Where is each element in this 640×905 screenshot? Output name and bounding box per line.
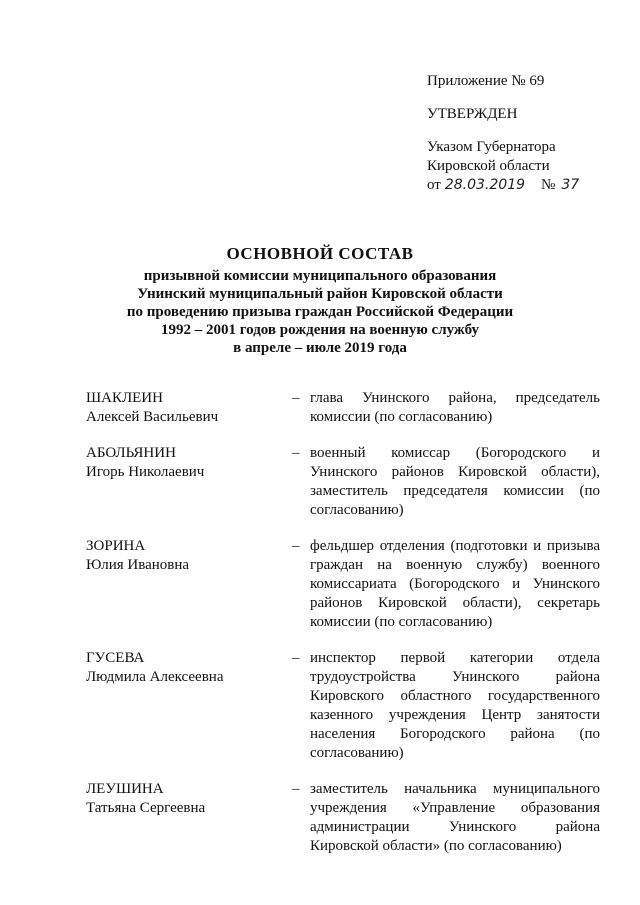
appendix-number: Приложение № 69 [427,73,545,89]
title-line: в апреле – июле 2019 года [233,340,407,356]
member-surname: ЛЕУШИНА [86,781,164,797]
member-entry [86,444,600,520]
member-role: глава Унинского района, председатель комиссии (по согласованию) [310,390,600,425]
member-entry [86,537,600,632]
decree-date-line [427,176,627,195]
member-role: инспектор первой категории отдела трудоустройства Унинского района Кировского областного государственного казенного учреждения Центр занятости населения Богородского района (по согласованию) [310,650,600,761]
member-entry [86,389,600,427]
member-dash: – [292,650,300,666]
title-line: Унинский муниципальный район Кировской области [137,286,503,302]
member-name [86,537,292,632]
member-name [86,389,292,427]
member-entry [86,649,600,763]
title-main: ОСНОВНОЙ СОСТАВ [226,244,414,263]
date-prefix: от [427,177,441,193]
member-role: фельдшер отделения (подготовки и призыва граждан на военную службу) военного комиссариата (Богородского и Унинского районов Кировской области), секретарь комиссии (по согласованию) [310,538,600,630]
member-given-name: Юлия Ивановна [86,557,190,573]
member-surname: ГУСЕВА [86,650,145,666]
approval-block [427,72,627,195]
handwritten-number: 37 [561,177,580,193]
member-role: заместитель начальника муниципального учреждения «Управление образования администрации Унинского района Кировской области» (по согласованию) [310,781,600,854]
member-dash: – [292,445,300,461]
member-entry [86,780,600,856]
member-name [86,444,292,520]
decree-line-2: Кировской области [427,158,550,174]
number-prefix: № [541,177,556,193]
member-given-name: Игорь Николаевич [86,464,205,480]
title-line: по проведению призыва граждан Российской Федерации [126,304,514,320]
handwritten-date: 28.03.2019 [444,177,526,193]
member-name [86,780,292,856]
member-name [86,649,292,763]
member-dash: – [292,781,300,797]
member-dash: – [292,390,300,406]
commission-members [86,389,600,873]
document-title [90,244,550,357]
title-line: призывной комиссии муниципального образования [143,268,497,284]
title-line: 1992 – 2001 годов рождения на военную службу [160,322,480,338]
member-given-name: Алексей Васильевич [86,409,219,425]
approved-stamp-text: УТВЕРЖДЕН [427,106,518,122]
member-surname: ЗОРИНА [86,538,146,554]
member-role: военный комиссар (Богородского и Унинского районов Кировской области), заместитель председателя комиссии (по согласованию) [310,445,600,518]
member-surname: АБОЛЬЯНИН [86,445,176,461]
member-dash: – [292,538,300,554]
decree-line-1: Указом Губернатора [427,139,556,155]
member-surname: ШАКЛЕИН [86,390,163,406]
member-given-name: Людмила Алексеевна [86,669,224,685]
member-given-name: Татьяна Сергеевна [86,800,206,816]
